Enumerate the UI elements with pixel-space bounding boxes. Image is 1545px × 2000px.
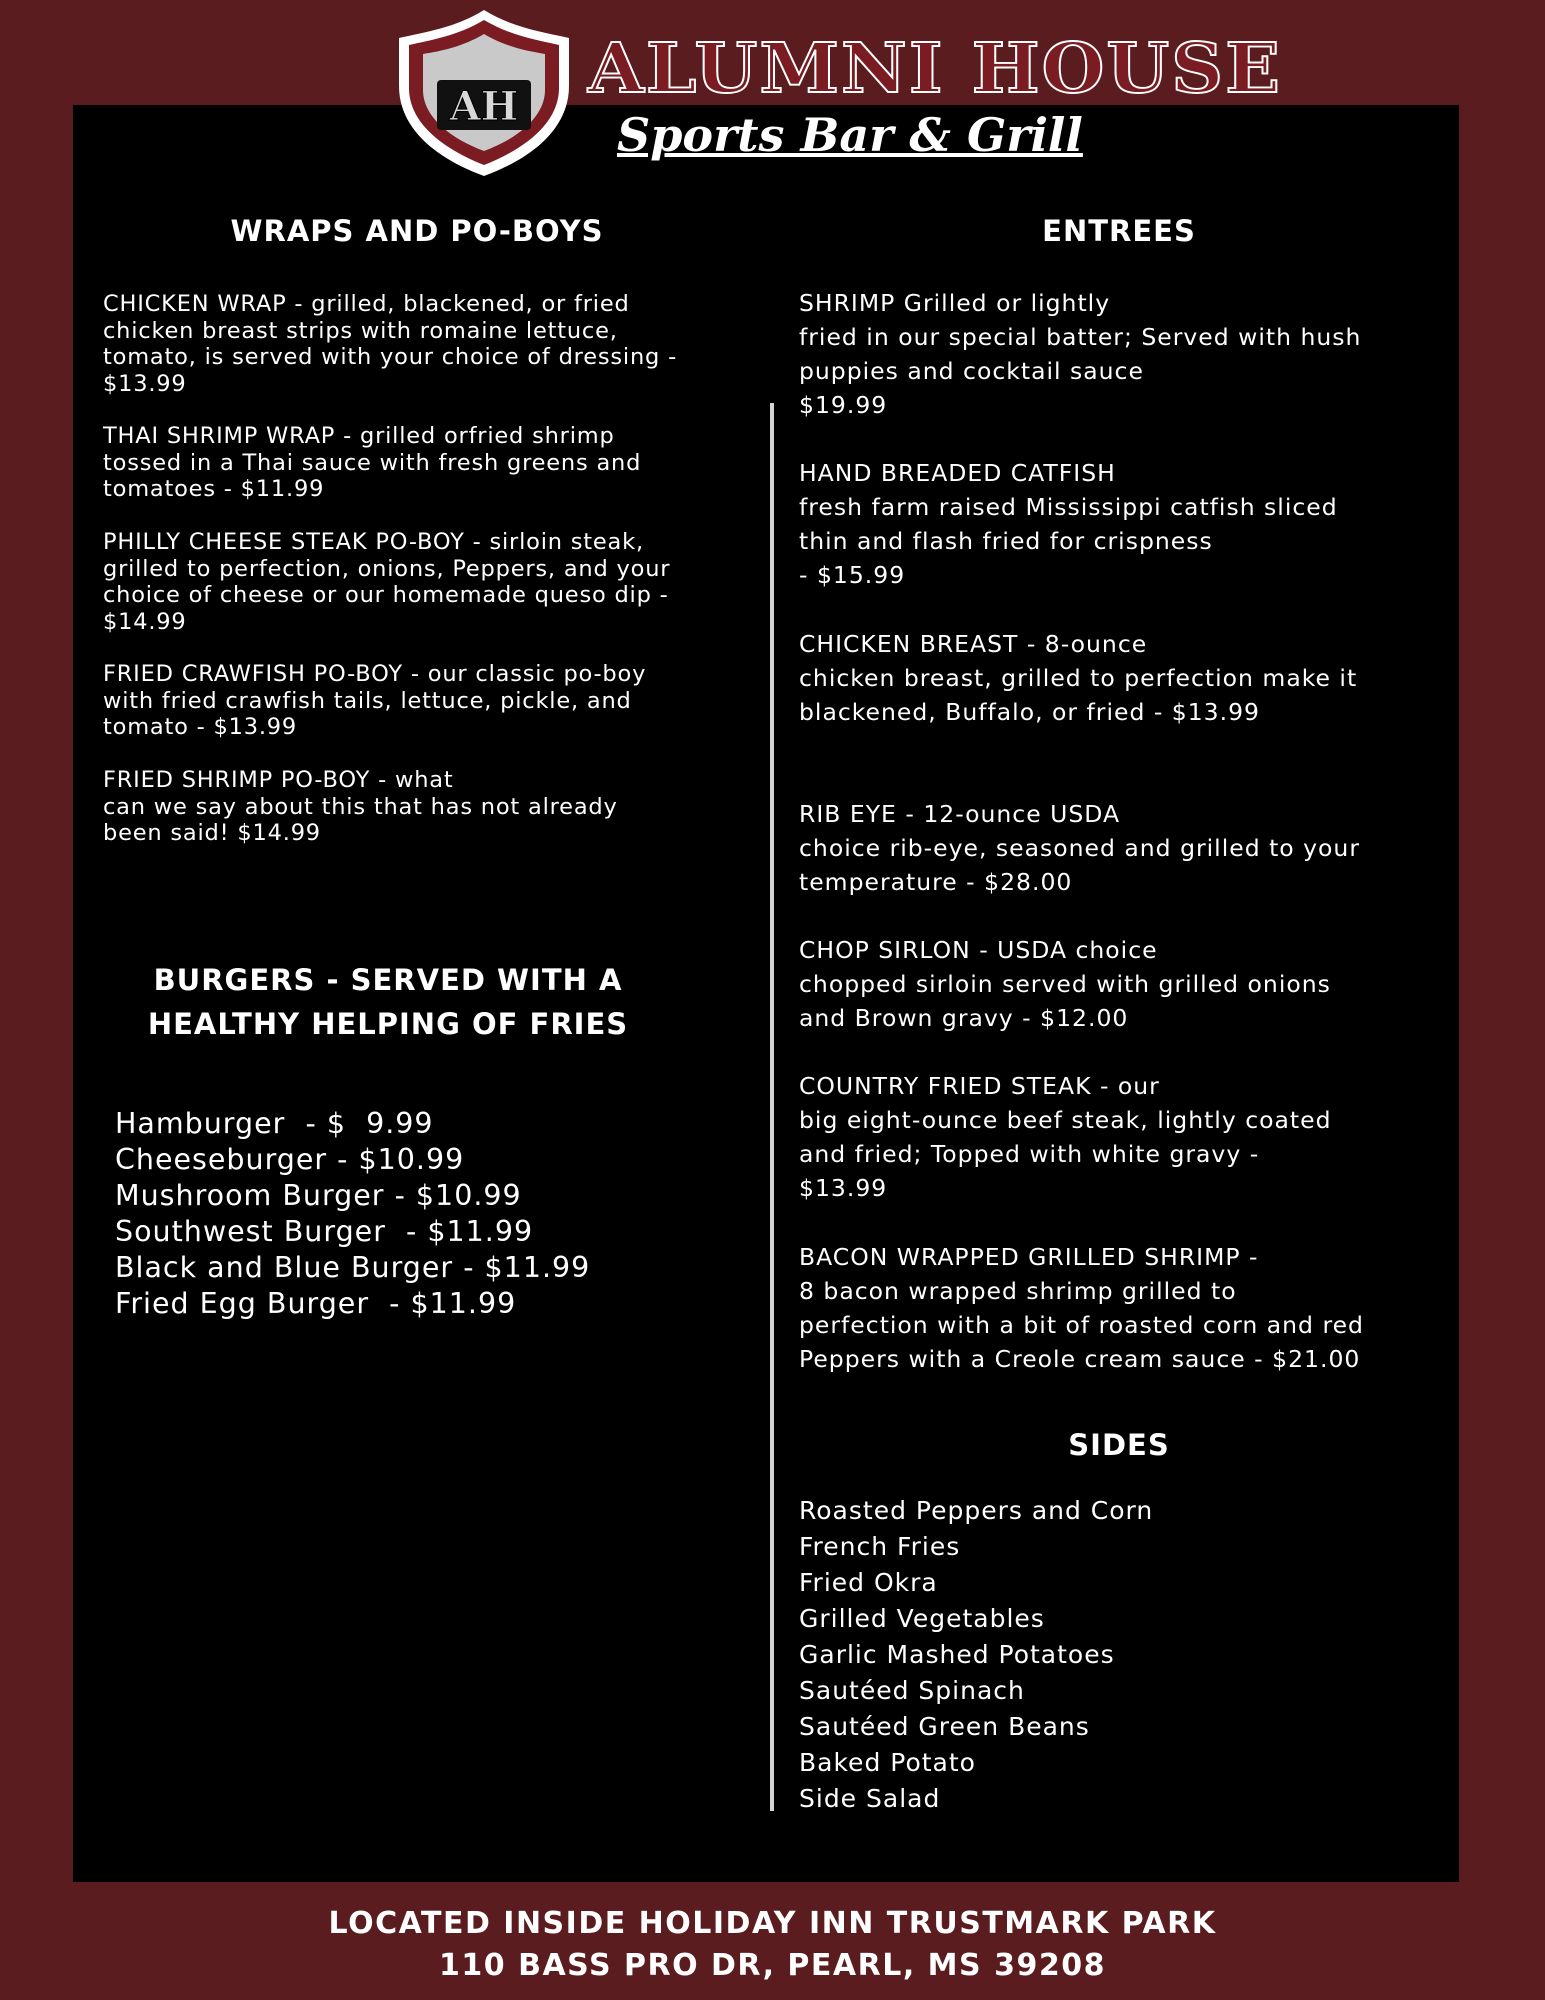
menu-item: RIB EYE - 12-ounce USDA choice rib-eye, seasoned and grilled to your temperature - $28.00 <box>799 800 1360 896</box>
menu-item: CHICKEN WRAP - grilled, blackened, or fried chicken breast strips with romaine lettuce, tomato, is served with your choice of dressing - $13.99 <box>103 291 677 397</box>
footer-street: 110 BASS PRO DR, PEARL, MS 39208 <box>439 1948 1106 1983</box>
list-item: Black and Blue Burger - $11.99 <box>115 1251 591 1284</box>
menu-item: FRIED CRAWFISH PO-BOY - our classic po-boy with fried crawfish tails, lettuce, pickle, and tomato - $13.99 <box>103 661 647 740</box>
footer-address <box>0 1903 1545 1987</box>
wraps-heading: WRAPS AND PO-BOYS <box>230 214 604 248</box>
menu-item: FRIED SHRIMP PO-BOY - what can we say about this that has not already been said! $14.99 <box>103 767 618 846</box>
menu-item: SHRIMP Grilled or lightly fried in our special batter; Served with hush puppies and cocktail sauce $19.99 <box>799 289 1362 419</box>
brand-tagline: Sports Bar & Grill <box>617 108 1083 162</box>
list-item: Cheeseburger - $10.99 <box>115 1143 465 1176</box>
list-item: Fried Egg Burger - $11.99 <box>115 1287 517 1320</box>
brand-name: ALUMNI HOUSE <box>588 27 1283 109</box>
list-item: Mushroom Burger - $10.99 <box>115 1179 522 1212</box>
monogram-text: AH <box>449 83 519 130</box>
list-item: Sautéed Green Beans <box>799 1712 1090 1741</box>
menu-item: THAI SHRIMP WRAP - grilled orfried shrimp tossed in a Thai sauce with fresh greens and tomatoes - $11.99 <box>103 423 642 502</box>
menu-item: CHOP SIRLON - USDA choice chopped sirloin served with grilled onions and Brown gravy - $12.00 <box>799 936 1331 1032</box>
list-item: Baked Potato <box>799 1748 976 1777</box>
menu-item: COUNTRY FRIED STEAK - our big eight-ounce beef steak, lightly coated and fried; Topped with white gravy - $13.99 <box>799 1072 1332 1202</box>
menu-item: CHICKEN BREAST - 8-ounce chicken breast, grilled to perfection make it blackened, Buffalo, or fried - $13.99 <box>799 630 1358 726</box>
entrees-heading: ENTREES <box>1042 214 1196 248</box>
shield-crest-icon <box>395 8 573 178</box>
list-item: Fried Okra <box>799 1568 938 1597</box>
footer-location: LOCATED INSIDE HOLIDAY INN TRUSTMARK PARK <box>328 1906 1217 1941</box>
menu-item: PHILLY CHEESE STEAK PO-BOY - sirloin steak, grilled to perfection, onions, Peppers, and your choice of cheese or our homemade queso dip - $14.99 <box>103 529 671 635</box>
list-item: Garlic Mashed Potatoes <box>799 1640 1115 1669</box>
list-item: Southwest Burger - $11.99 <box>115 1215 534 1248</box>
list-item: Grilled Vegetables <box>799 1604 1045 1633</box>
menu-item: BACON WRAPPED GRILLED SHRIMP - 8 bacon wrapped shrimp grilled to perfection with a bit of roasted corn and red Peppers with a Creole cream sauce - $21.00 <box>799 1243 1364 1373</box>
sides-heading: SIDES <box>1068 1428 1170 1462</box>
menu-item: HAND BREADED CATFISH fresh farm raised Mississippi catfish sliced thin and flash fried for crispness - $15.99 <box>799 459 1338 589</box>
list-item: French Fries <box>799 1532 961 1561</box>
burgers-heading: BURGERS - SERVED WITH A HEALTHY HELPING OF FRIES <box>147 963 629 1041</box>
logo <box>395 8 1283 178</box>
burger-list <box>115 1106 590 1322</box>
sides-list <box>799 1493 1153 1817</box>
list-item: Roasted Peppers and Corn <box>799 1496 1154 1525</box>
list-item: Side Salad <box>799 1784 941 1813</box>
column-divider <box>770 403 774 1811</box>
list-item: Sautéed Spinach <box>799 1676 1025 1705</box>
list-item: Hamburger - $ 9.99 <box>115 1107 434 1140</box>
